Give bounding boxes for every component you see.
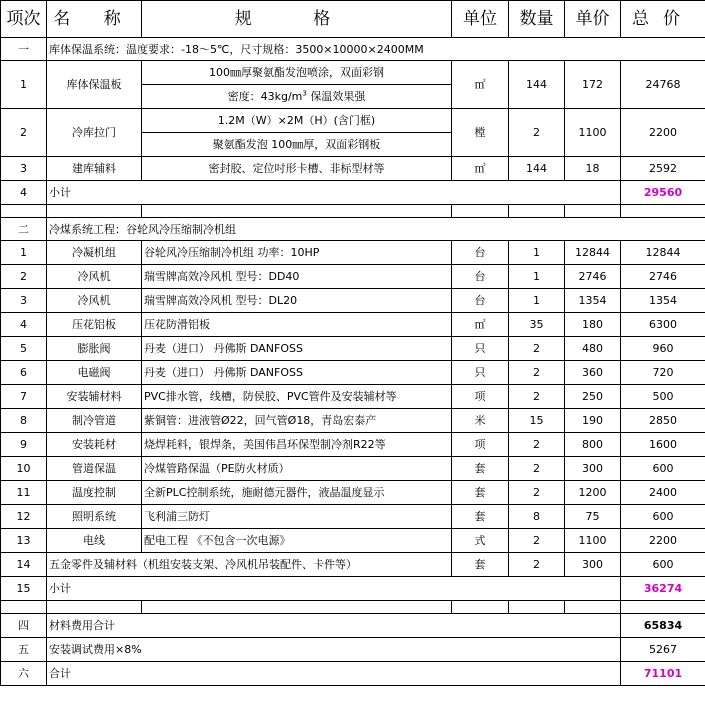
row-total: 2850	[621, 409, 705, 433]
table-row	[1, 457, 705, 481]
section1-header	[1, 38, 705, 61]
row-total: 600	[621, 553, 705, 577]
summary-index: 六	[1, 662, 47, 686]
section2-rows	[1, 241, 705, 553]
section2-index: 二	[1, 218, 47, 241]
row-name: 电线	[47, 529, 142, 553]
spec-line-1: 100㎜厚聚氨酯发泡喷涂，双面彩钢	[142, 61, 451, 85]
table-row	[1, 313, 705, 337]
header-total: 总价	[621, 1, 705, 38]
row-total: 2592	[621, 157, 705, 181]
header-row	[1, 1, 705, 38]
row-total: 24768	[621, 61, 705, 109]
row-spec: 紫铜管：进液管Ø22，回气管Ø18，青岛宏泰产	[142, 409, 452, 433]
spec-line-1: 1.2M（W）×2M（H）(含门框)	[142, 109, 451, 133]
row-index: 14	[1, 553, 47, 577]
table-row	[1, 337, 705, 361]
row-qty: 8	[509, 505, 565, 529]
row-total: 6300	[621, 313, 705, 337]
row-spec: 密封胶、定位吋形卡槽、非标型材等	[142, 157, 452, 181]
spacer-row	[1, 601, 705, 614]
row-price: 172	[565, 61, 621, 109]
row-qty: 1	[509, 265, 565, 289]
row-index: 7	[1, 385, 47, 409]
row-price: 480	[565, 337, 621, 361]
row-total: 12844	[621, 241, 705, 265]
row-index: 1	[1, 241, 47, 265]
row-spec: 瑞雪牌高效冷风机 型号：DD40	[142, 265, 452, 289]
row-price: 300	[565, 457, 621, 481]
summary-label: 安装调试费用×8%	[47, 638, 621, 662]
subtotal-value: 36274	[621, 577, 705, 601]
row-qty: 15	[509, 409, 565, 433]
table-row	[1, 289, 705, 313]
row-spec: 配电工程 《不包含一次电源》	[142, 529, 452, 553]
section1-subtotal-row	[1, 181, 705, 205]
row-name: 安装耗材	[47, 433, 142, 457]
row-price: 300	[565, 553, 621, 577]
row-qty: 1	[509, 241, 565, 265]
row-total: 2200	[621, 529, 705, 553]
row-name: 照明系统	[47, 505, 142, 529]
header-qty: 数量	[509, 1, 565, 38]
row-spec	[142, 109, 452, 157]
row-spec: 瑞雪牌高效冷风机 型号：DL20	[142, 289, 452, 313]
row-unit: 项	[452, 433, 509, 457]
header-spec: 规 格	[142, 1, 452, 38]
table-row	[1, 481, 705, 505]
table-row	[1, 241, 705, 265]
row-name: 安装辅材料	[47, 385, 142, 409]
row-unit: 套	[452, 457, 509, 481]
section1-title: 库体保温系统：温度要求：-18～5℃，尺寸规格：3500×10000×2400MM	[47, 38, 705, 61]
subtotal-index: 15	[1, 577, 47, 601]
table-row	[1, 529, 705, 553]
row-total: 600	[621, 457, 705, 481]
row-unit: ㎡	[452, 313, 509, 337]
table-row	[1, 109, 705, 157]
row-name: 电磁阀	[47, 361, 142, 385]
header-index: 项次	[1, 1, 47, 38]
row-price: 180	[565, 313, 621, 337]
row-unit: ㎡	[452, 61, 509, 109]
row-unit: 台	[452, 241, 509, 265]
row-index: 2	[1, 265, 47, 289]
row-unit: 樘	[452, 109, 509, 157]
row-qty: 2	[509, 109, 565, 157]
row-name: 库体保温板	[47, 61, 142, 109]
row-qty: 2	[509, 553, 565, 577]
row-total: 1600	[621, 433, 705, 457]
row-price: 800	[565, 433, 621, 457]
row-spec: PVC排水管，线槽，防侯胶、PVC管件及安装辅材等	[142, 385, 452, 409]
row-spec: 飞利浦三防灯	[142, 505, 452, 529]
header-name: 名 称	[47, 1, 142, 38]
row-total: 1354	[621, 289, 705, 313]
summary-index: 四	[1, 614, 47, 638]
row-name: 冷库拉门	[47, 109, 142, 157]
table-row	[1, 553, 705, 577]
row-spec: 丹麦（进口） 丹佛斯 DANFOSS	[142, 337, 452, 361]
row-index: 3	[1, 289, 47, 313]
row-price: 360	[565, 361, 621, 385]
row-spec: 烧焊耗料，银焊条，美国伟昌环保型制冷剂R22等	[142, 433, 452, 457]
row-unit: 台	[452, 265, 509, 289]
row-qty: 144	[509, 61, 565, 109]
row-total: 500	[621, 385, 705, 409]
section2-header	[1, 218, 705, 241]
row-spec	[142, 61, 452, 109]
row-index: 4	[1, 313, 47, 337]
row-qty: 2	[509, 433, 565, 457]
row-index: 8	[1, 409, 47, 433]
row-unit: ㎡	[452, 157, 509, 181]
row-total: 2400	[621, 481, 705, 505]
subtotal-label: 小计	[47, 181, 621, 205]
row-price: 1100	[565, 109, 621, 157]
table-row	[1, 61, 705, 109]
row-spec: 压花防滑铝板	[142, 313, 452, 337]
summary-label: 材料费用合计	[47, 614, 621, 638]
summary-install-row	[1, 638, 705, 662]
row-index: 11	[1, 481, 47, 505]
row-name: 冷凝机组	[47, 241, 142, 265]
row-unit: 套	[452, 505, 509, 529]
row-price: 250	[565, 385, 621, 409]
spec-line-2: 密度：$43kg/m^3$ 保温效果强	[227, 89, 366, 103]
row-index: 10	[1, 457, 47, 481]
row-name: 冷风机	[47, 265, 142, 289]
row-total: 2746	[621, 265, 705, 289]
row-index: 6	[1, 361, 47, 385]
subtotal-label: 小计	[47, 577, 621, 601]
row-qty: 2	[509, 529, 565, 553]
row-text: 五金零件及辅材料（机组安装支架、冷风机吊装配件、卡件等）	[47, 553, 452, 577]
row-price: 1100	[565, 529, 621, 553]
row-name: 建库辅料	[47, 157, 142, 181]
row-qty: 2	[509, 457, 565, 481]
row-index: 5	[1, 337, 47, 361]
row-total: 2200	[621, 109, 705, 157]
row-qty: 2	[509, 385, 565, 409]
row-name: 温度控制	[47, 481, 142, 505]
row-spec: 冷煤管路保温（PE防火材质）	[142, 457, 452, 481]
table-row	[1, 361, 705, 385]
section2-title: 冷煤系统工程：谷轮风冷压缩制冷机组	[47, 218, 705, 241]
summary-value: 5267	[621, 638, 705, 662]
summary-total-row	[1, 662, 705, 686]
section1-index: 一	[1, 38, 47, 61]
summary-value: 71101	[621, 662, 705, 686]
row-price: 190	[565, 409, 621, 433]
summary-index: 五	[1, 638, 47, 662]
table-row	[1, 157, 705, 181]
row-name: 制冷管道	[47, 409, 142, 433]
header-price: 单价	[565, 1, 621, 38]
row-unit: 台	[452, 289, 509, 313]
subtotal-index: 4	[1, 181, 47, 205]
section2-subtotal-row	[1, 577, 705, 601]
row-index: 9	[1, 433, 47, 457]
row-qty: 1	[509, 289, 565, 313]
row-unit: 只	[452, 337, 509, 361]
row-price: 75	[565, 505, 621, 529]
subtotal-value: 29560	[621, 181, 705, 205]
row-price: 1200	[565, 481, 621, 505]
row-price: 2746	[565, 265, 621, 289]
row-index: 12	[1, 505, 47, 529]
row-qty: 144	[509, 157, 565, 181]
row-spec: 丹麦（进口） 丹佛斯 DANFOSS	[142, 361, 452, 385]
table-row	[1, 265, 705, 289]
table-row	[1, 409, 705, 433]
row-price: 1354	[565, 289, 621, 313]
row-name: 压花铝板	[47, 313, 142, 337]
row-total: 960	[621, 337, 705, 361]
row-index: 3	[1, 157, 47, 181]
row-name: 管道保温	[47, 457, 142, 481]
spacer-row	[1, 205, 705, 218]
row-unit: 式	[452, 529, 509, 553]
row-qty: 2	[509, 361, 565, 385]
row-unit: 套	[452, 481, 509, 505]
row-qty: 2	[509, 337, 565, 361]
header-unit: 单位	[452, 1, 509, 38]
summary-label: 合计	[47, 662, 621, 686]
summary-material-row	[1, 614, 705, 638]
row-price: 12844	[565, 241, 621, 265]
row-spec: 谷轮风冷压缩制冷机组 功率：10HP	[142, 241, 452, 265]
row-unit: 套	[452, 553, 509, 577]
row-index: 1	[1, 61, 47, 109]
row-unit: 米	[452, 409, 509, 433]
row-total: 600	[621, 505, 705, 529]
row-qty: 2	[509, 481, 565, 505]
table-row	[1, 385, 705, 409]
row-qty: 35	[509, 313, 565, 337]
row-unit: 只	[452, 361, 509, 385]
spec-line-2: 聚氨酯发泡 100㎜厚，双面彩钢板	[212, 138, 381, 151]
table-row	[1, 505, 705, 529]
row-spec: 全新PLC控制系统，施耐德元器件，液晶温度显示	[142, 481, 452, 505]
row-name: 膨胀阀	[47, 337, 142, 361]
row-price: 18	[565, 157, 621, 181]
row-index: 13	[1, 529, 47, 553]
row-unit: 项	[452, 385, 509, 409]
row-total: 720	[621, 361, 705, 385]
row-index: 2	[1, 109, 47, 157]
summary-value: 65834	[621, 614, 705, 638]
table-row	[1, 433, 705, 457]
row-name: 冷风机	[47, 289, 142, 313]
